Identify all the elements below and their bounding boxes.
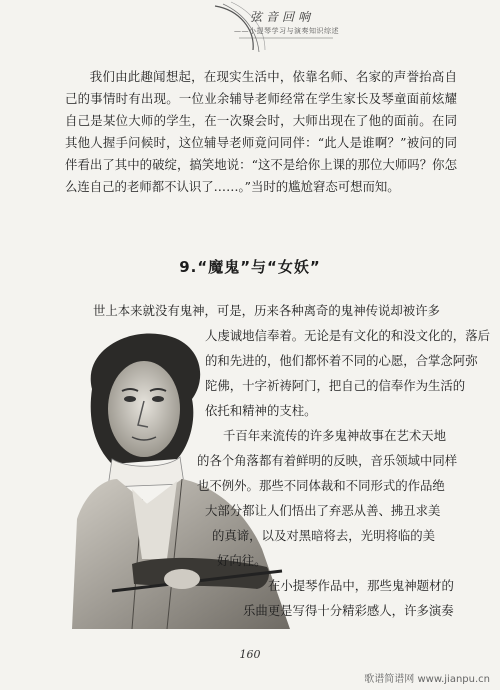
text-line: 大部分都让人们悟出了弃恶从善、拂丑求美 [205, 503, 441, 518]
text-line: 的和先进的，他们都怀着不同的心愿，合掌念阿弥 [205, 353, 478, 368]
text-line: 的真谛，以及对黑暗将去，光明将临的美 [212, 528, 436, 543]
paragraph-anecdote: 我们由此趣闻想起，在现实生活中，依靠名师、名家的声誉抬高自己的事情时有出现。一位业余辅导老师经常在学生家长及琴童面前炫耀自己是某位大师的学生，在一次聚会时，大师出现在了他的面前。在同其他人握手问候时，这位辅导老师竟问同伴：“此人是谁啊？”被问的同伴看出了其中的破绽，搞笑地说：“这不是给你上课的那位大师吗？你怎么连自己的老师都不认识了……。”当时的尴尬窘态可想而知。 [65, 69, 457, 194]
text-line: 好向往。 [217, 553, 267, 568]
header-title: 弦音回响 [250, 10, 315, 24]
text-line: 乐曲更是写得十分精彩感人，许多演奏 [243, 603, 454, 618]
section-heading: 9.“魔鬼”与“女妖” [179, 258, 321, 276]
site-watermark: 歌谱简谱网 www.jianpu.cn [364, 674, 490, 685]
text-line: 依托和精神的支柱。 [205, 403, 317, 418]
text-line: 世上本来就没有鬼神，可是，历来各种离奇的鬼神传说却被许多 [93, 303, 440, 318]
text-line: 在小提琴作品中，那些鬼神题材的 [268, 578, 454, 593]
page-number: 160 [239, 648, 261, 661]
text-line: 也不例外。那些不同体裁和不同形式的作品绝 [197, 478, 445, 493]
text-line: 千百年来流传的许多鬼神故事在艺术天地 [223, 428, 447, 443]
text-line: 陀佛，十字祈祷阿门，把自己的信奉作为生活的 [205, 378, 466, 393]
text-line: 的各个角落都有着鲜明的反映，音乐领域中同样 [197, 453, 458, 468]
header-subtitle: ——小提琴学习与演奏知识综述 [234, 27, 339, 35]
text-line: 人虔诚地信奉着。无论是有文化的和没文化的，落后 [205, 328, 490, 343]
